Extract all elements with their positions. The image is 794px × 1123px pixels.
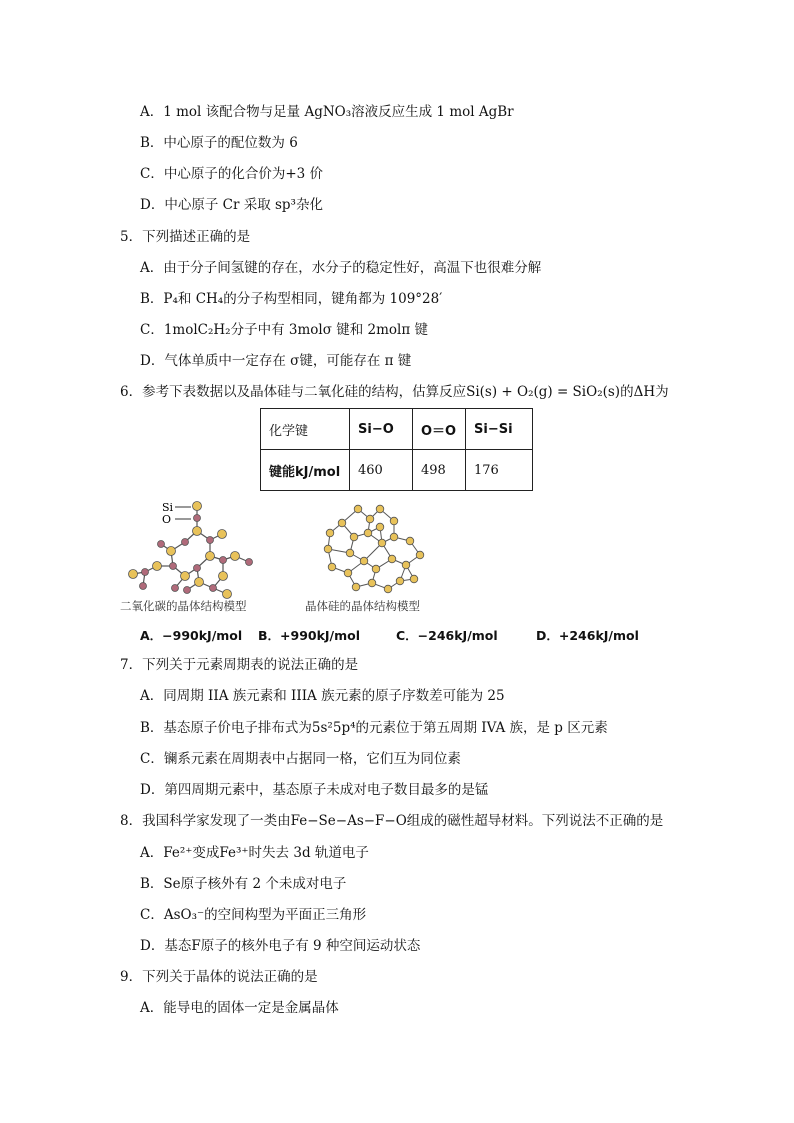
q6-option-d <box>536 626 639 644</box>
q9-stem: 9．下列关于晶体的说法正确的是 <box>120 969 318 985</box>
legend-o-label: O <box>162 513 172 526</box>
si-caption: 晶体硅的晶体结构模型 <box>305 599 420 613</box>
table-header-cell: O＝O <box>413 409 466 450</box>
q4-option-c: C．中心原子的化合价为+3 价 <box>140 166 324 182</box>
q6-option-c-text: C．−246kJ/mol <box>396 628 498 643</box>
q6-option-d-text: D．+246kJ/mol <box>536 628 639 643</box>
sio2-structure-image <box>125 496 260 600</box>
q7-stem: 7．下列关于元素周期表的说法正确的是 <box>120 657 359 673</box>
table-header-cell: Si−O <box>350 409 413 450</box>
q7-option-b: B．基态原子价电子排布式为5s²5p⁴的元素位于第五周期 IVA 族，是 p 区元素 <box>140 720 608 736</box>
table-header-cell: Si−Si <box>466 409 533 450</box>
q7-option-c: C．镧系元素在周期表中占据同一格，它们互为同位素 <box>140 751 461 767</box>
bond-energy-table <box>260 408 533 491</box>
table-row <box>261 450 533 491</box>
table-cell: 498 <box>413 450 466 491</box>
table-cell: 键能kJ/mol <box>261 450 350 491</box>
q5-option-c: C．1molC₂H₂分子中有 3molσ 键和 2molπ 键 <box>140 322 429 338</box>
q6-stem: 6．参考下表数据以及晶体硅与二氧化硅的结构，估算反应Si(s) + O₂(g) = SiO₂(s)的ΔH为 <box>120 384 669 400</box>
table-cell: 460 <box>350 450 413 491</box>
legend-si-label: Si <box>162 501 174 514</box>
q6-option-b <box>258 626 360 644</box>
q8-option-a: A．Fe²⁺变成Fe³⁺时失去 3d 轨道电子 <box>140 845 369 861</box>
q6-option-b-text: B．+990kJ/mol <box>258 628 361 643</box>
q5-option-b: B．P₄和 CH₄的分子构型相同，键角都为 109°28′ <box>140 291 443 307</box>
q9-option-a: A．能导电的固体一定是金属晶体 <box>140 1000 339 1016</box>
q4-option-d: D．中心原子 Cr 采取 sp³杂化 <box>140 197 323 213</box>
q8-option-b: B．Se原子核外有 2 个未成对电子 <box>140 876 347 892</box>
q4-option-b: B．中心原子的配位数为 6 <box>140 135 298 151</box>
q6-option-a <box>140 626 242 644</box>
table-header-cell: 化学键 <box>261 409 350 450</box>
q5-option-d: D．气体单质中一定存在 σ键，可能存在 π 键 <box>140 353 412 369</box>
q6-option-c <box>396 626 498 644</box>
q7-option-a: A．同周期 IIA 族元素和 IIIA 族元素的原子序数差可能为 25 <box>140 688 505 704</box>
table-cell: 176 <box>466 450 533 491</box>
q8-option-c: C．AsO₃⁻的空间构型为平面正三角形 <box>140 907 367 923</box>
q4-option-a: A．1 mol 该配合物与足量 AgNO₃溶液反应生成 1 mol AgBr <box>140 104 514 120</box>
q7-option-d: D．第四周期元素中，基态原子未成对电子数目最多的是锰 <box>140 782 489 798</box>
q8-stem: 8．我国科学家发现了一类由Fe−Se−As−F−O组成的磁性超导材料。下列说法不正确的是 <box>120 813 664 829</box>
si-structure-image <box>318 503 433 597</box>
sio2-caption: 二氧化碳的晶体结构模型 <box>120 599 247 613</box>
q5-option-a: A．由于分子间氢键的存在，水分子的稳定性好，高温下也很难分解 <box>140 260 542 276</box>
q5-stem: 5．下列描述正确的是 <box>120 229 251 245</box>
q6-option-a-text: A．−990kJ/mol <box>140 628 243 643</box>
q8-option-d: D．基态F原子的核外电子有 9 种空间运动状态 <box>140 938 421 954</box>
table-header-row <box>261 409 533 450</box>
